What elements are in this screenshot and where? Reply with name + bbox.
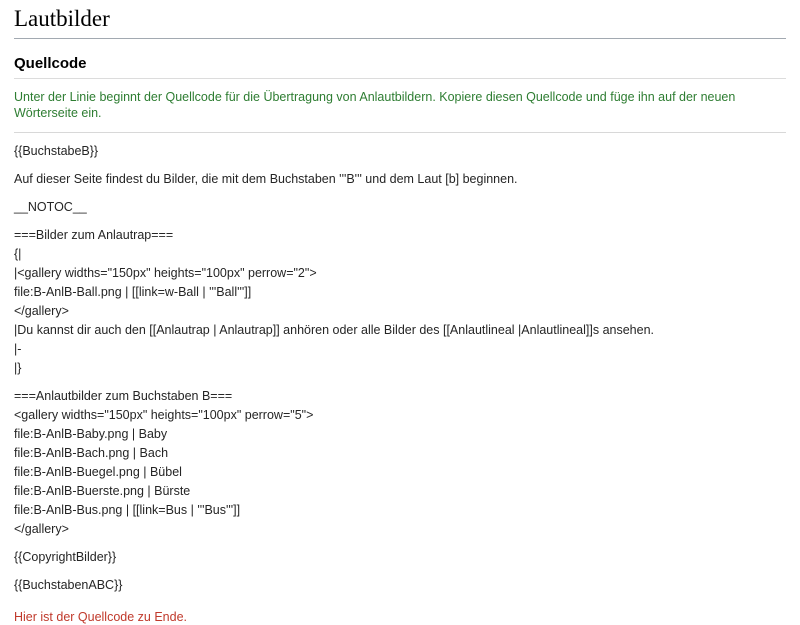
intro-note: Unter der Linie beginnt der Quellcode für die Übertragung von Anlautbildern. Kopiere diesen Quellcode und füge ihn auf der neuen Wörterseite ein. xyxy=(14,90,736,120)
source-code-line: </gallery> xyxy=(14,304,69,318)
source-code-line: {| xyxy=(14,247,22,261)
page-title: Lautbilder xyxy=(14,6,786,39)
source-code-line: {{BuchstabenABC}} xyxy=(14,578,123,592)
source-code-line: file:B-AnlB-Bach.png | Bach xyxy=(14,446,169,460)
source-code-block xyxy=(14,133,786,595)
source-code-line: {{CopyrightBilder}} xyxy=(14,550,117,564)
source-code-line: |<gallery widths="150px" heights="100px" perrow="2"> xyxy=(14,266,317,280)
section-heading-quellcode: Quellcode xyxy=(14,55,786,79)
source-code-line: <gallery widths="150px" heights="100px" perrow="5"> xyxy=(14,408,314,422)
source-code-line: file:B-AnlB-Bus.png | [[link=Bus | '''Bus''']] xyxy=(14,503,241,517)
source-code-line: |- xyxy=(14,342,22,356)
source-code-line: |Du kannst dir auch den [[Anlautrap | Anlautrap]] anhören oder alle Bilder des [[Anlautlineal |Anlautlineal]]s ansehen. xyxy=(14,323,655,337)
source-code-line: __NOTOC__ xyxy=(14,200,87,214)
source-code-line: file:B-AnlB-Buegel.png | Bübel xyxy=(14,465,182,479)
source-code-line: ===Bilder zum Anlautrap=== xyxy=(14,228,174,242)
source-code-line: Auf dieser Seite findest du Bilder, die mit dem Buchstaben '''B''' und dem Laut [b] beginnen. xyxy=(14,172,518,186)
source-code-line: </gallery> xyxy=(14,522,69,536)
source-code-line: {{BuchstabeB}} xyxy=(14,144,99,158)
source-code-line: file:B-AnlB-Ball.png | [[link=w-Ball | '''Ball''']] xyxy=(14,285,252,299)
document-page xyxy=(0,6,800,624)
end-note: Hier ist der Quellcode zu Ende. xyxy=(14,610,188,624)
source-code-line: file:B-AnlB-Baby.png | Baby xyxy=(14,427,168,441)
source-code-line: |} xyxy=(14,361,22,375)
source-code-line: file:B-AnlB-Buerste.png | Bürste xyxy=(14,484,191,498)
source-code-line: ===Anlautbilder zum Buchstaben B=== xyxy=(14,389,233,403)
